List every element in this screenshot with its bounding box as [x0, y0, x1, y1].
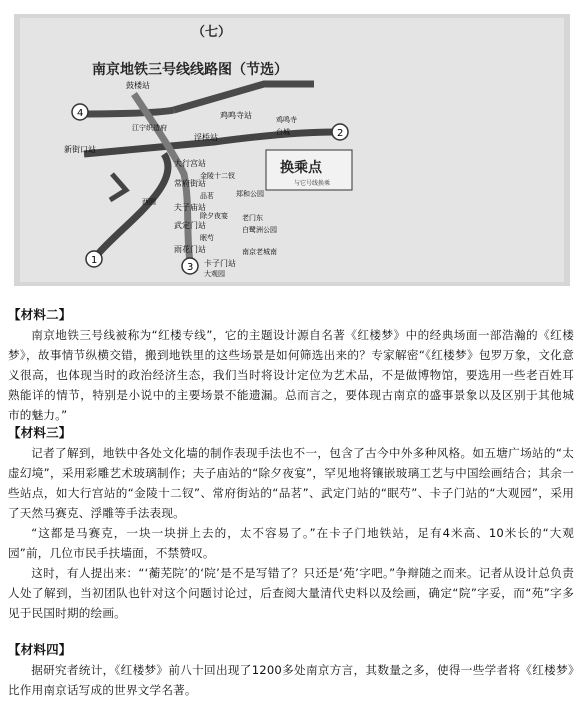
- transfer-legend-title: 换乘点: [280, 160, 322, 176]
- material-3-heading: 【材料三】: [8, 425, 72, 440]
- material-4-text: 据研究者统计，《红楼梦》前八十回出现了1200多处南京方言，其数量之多，使得一些学者将《红楼梦》比作用南京话写成的世界文学名著。: [8, 663, 574, 697]
- material-2: [8, 305, 574, 425]
- material-3-paragraph-3: 这时，有人提出来：“‘蘅芜院’的‘院’是不是写错了？只还是‘苑’字吧。”争辩随之而来。记者从设计总负责人处了解到，当初团队也针对这个问题讨论过，后查阅大量清代史料以及绘画，确定“院”字妥，而“苑”字多见于民国时期的绘画。: [8, 566, 574, 620]
- label-daguanyuan: 大观园: [204, 270, 225, 278]
- label-baiyan: 白鹭洲公园: [242, 226, 277, 234]
- terminal-3-label: 3: [187, 262, 194, 273]
- label-nanjing-museum: 南京老城南: [242, 248, 277, 256]
- station-fuzimiao: 夫子庙站: [174, 203, 206, 212]
- terminal-1-label: 1: [91, 255, 98, 266]
- label-mianshao: 眠芍: [200, 234, 214, 242]
- material-3-paragraph-1: 记者了解到，地铁中各处文化墙的制作表现手法也不一，包含了古今中外多种风格。如五塘广场站的“太虚幻境”，采用彩雕艺术玻璃制作；夫子庙站的“除夕夜宴”，罕见地将镶嵌玻璃工艺与中国绘画结合；其余一些站点，如大行宫站的“金陵十二钗”、常府街站的“品茗”、武定门站的“眠芍”、卡子门站的“大观园”，采用了天然马赛克、浮雕等手法表现。: [8, 446, 574, 520]
- material-2-text: 南京地铁三号线被称为“红楼专线”，它的主题设计源自名著《红楼梦》中的经典场面一部浩瀚的《红楼梦》，故事情节纵横交错，搬到地铁里的这些场景是如何筛选出来的？专家解密“《红楼梦》包罗万象，文化意义很高，也体现当时的政治经济生态，我们当时将设计定位为艺术品，不是做博物馆，要选用一些老百姓耳熟能详的情节，特别是小说中的主要场景不能遗漏。总而言之，要体现古南京的盛事景象以及区别于其他城市的魅力。”: [8, 328, 574, 422]
- station-yuhuamen: 雨花门站: [174, 245, 206, 254]
- metro-map-photo: [14, 14, 570, 286]
- station-changfujie: 常府街站: [174, 179, 206, 188]
- material-2-heading: 【材料二】: [8, 307, 72, 322]
- material-3-paragraph-2: “这都是马赛克，一块一块拼上去的，太不容易了。”在卡子门地铁站，足有4米高、10米长的“大观园”前，几位市民手扶墙面，不禁赞叹。: [8, 526, 574, 560]
- station-fuqiao: 浮桥站: [194, 133, 218, 142]
- material-4: [8, 640, 574, 700]
- label-jiangning: 江宁织造府: [132, 124, 167, 132]
- material-3: [8, 423, 574, 623]
- station-kazimen: 卡子门站: [204, 259, 236, 268]
- line-4-segment: [74, 110, 174, 114]
- label-taicheng: 台城: [276, 128, 290, 136]
- station-xinjiekou: 新街口站: [64, 145, 96, 154]
- terminal-2-label: 2: [337, 128, 344, 139]
- station-daxinggong: 大行宫站: [174, 159, 206, 168]
- label-zhengfu: 郑和公园: [236, 190, 264, 198]
- metro-map-figure: [14, 14, 570, 286]
- terminal-4-label: 4: [77, 108, 84, 119]
- transfer-legend-sub: 与它号线换乘: [294, 180, 331, 187]
- station-gulou: 鼓楼站: [126, 81, 150, 90]
- label-jinling: 金陵十二钗: [200, 172, 235, 180]
- label-chuxi: 除夕夜宴: [200, 212, 228, 220]
- label-pinming: 品茗: [200, 192, 214, 200]
- label-laomen: 老门东: [242, 214, 263, 222]
- station-wudingmen: 武定门站: [174, 221, 206, 230]
- station-jiming: 鸡鸣寺站: [220, 111, 252, 120]
- material-4-heading: 【材料四】: [8, 642, 72, 657]
- label-jiming-temple: 鸡鸣寺: [276, 116, 297, 124]
- label-tongzhou: 西园: [142, 198, 156, 206]
- map-title: 南京地铁三号线线路图（节选）: [92, 62, 288, 78]
- section-label: （七）: [192, 25, 232, 40]
